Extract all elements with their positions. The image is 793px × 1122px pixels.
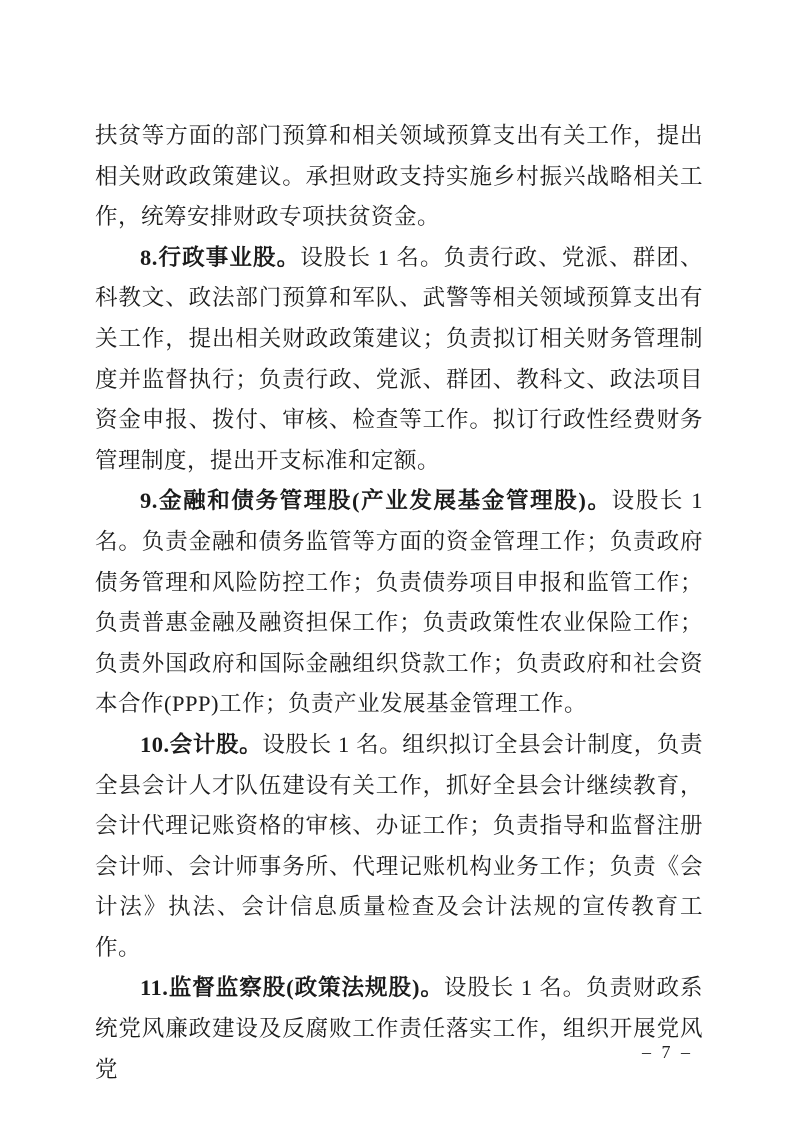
paragraph-text: 扶贫等方面的部门预算和相关领域预算支出有关工作，提出相关财政政策建议。承担财政支持实施乡村振兴战略相关工作，统筹安排财政专项扶贫资金。: [95, 123, 703, 230]
paragraph-section-9: [95, 481, 703, 725]
paragraph-text: 设股长 1 名。负责行政、党派、群团、科教文、政法部门预算和军队、武警等相关领域预算支出有关工作，提出相关财政政策建议；负责拟订相关财务管理制度并监督执行；负责行政、党派、群团、教科文、政法项目资金申报、拨付、审核、检查等工作。拟订行政性经费财务管理制度，提出开支标准和定额。: [95, 244, 703, 473]
section-11-heading: 11.监督监察股(政策法规股)。: [140, 975, 444, 1001]
section-8-heading: 8.行政事业股。: [140, 244, 301, 270]
section-10-heading: 10.会计股。: [140, 731, 263, 757]
paragraph-continuation: [95, 116, 703, 238]
document-body: [95, 116, 703, 1090]
section-9-heading: 9.金融和债务管理股(产业发展基金管理股)。: [140, 488, 612, 514]
paragraph-text: 设股长 1 名。负责财政系统党风廉政建设及反腐败工作责任落实工作，组织开展党风党: [95, 975, 703, 1082]
paragraph-section-8: [95, 238, 703, 482]
paragraph-section-11: [95, 968, 703, 1090]
paragraph-section-10: [95, 725, 703, 969]
paragraph-text: 设股长 1 名。组织拟订全县会计制度，负责全县会计人才队伍建设有关工作，抓好全县会计继续教育，会计代理记账资格的审核、办证工作；负责指导和监督注册会计师、会计师事务所、代理记账机构业务工作；负责《会计法》执法、会计信息质量检查及会计法规的宣传教育工作。: [95, 731, 703, 960]
page-number: – 7 –: [642, 1042, 693, 1062]
paragraph-text: 设股长 1 名。负责金融和债务监管等方面的资金管理工作；负责政府债务管理和风险防控工作；负责债券项目申报和监管工作；负责普惠金融及融资担保工作；负责政策性农业保险工作；负责外国政府和国际金融组织贷款工作；负责政府和社会资本合作(PPP)工作；负责产业发展基金管理工作。: [95, 488, 703, 717]
